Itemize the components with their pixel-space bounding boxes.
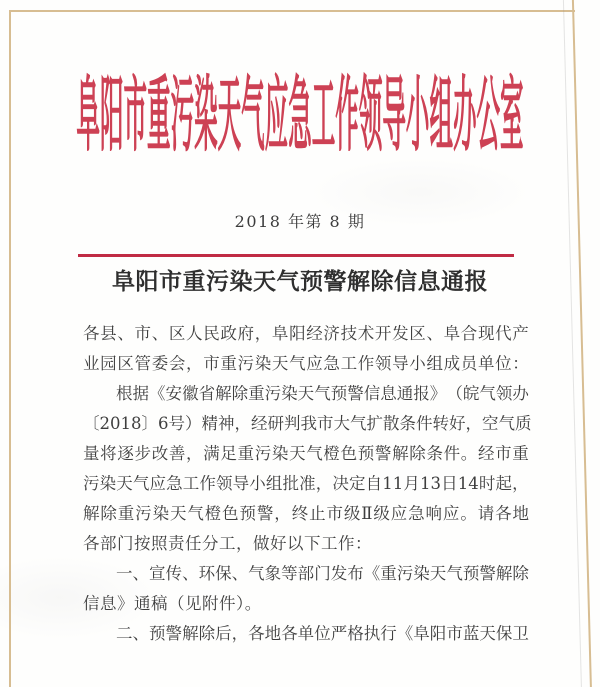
body-line: 污 染 天 气 应 急 工 作 领 导 小 组 批 准 ， 决 定 自 11 月 13 日 14 时 起 ， [83, 474, 529, 493]
body-line: 一 、 宣 传 、 环 保 、 气 象 等 部 门 发 布 《 重 污 染 天 气 预 警 解 除 [116, 564, 529, 583]
issue-number: 2018 年第 8 期 [234, 212, 366, 231]
body-line: 业 园 区 管 委 会 ， 市 重 污 染 天 气 应 急 工 作 领 导 小 组 成 员 单 位 ： [83, 354, 529, 373]
document-title: 阜阳市重污染天气预警解除信息通报 [112, 268, 488, 295]
masthead [0, 67, 600, 163]
body-line: 各部门按照责任分工，做好以下工作： [83, 534, 372, 553]
page-border-top [9, 10, 575, 12]
masthead-title: 阜阳市重污染天气应急工作领导小组办公室 [76, 67, 524, 163]
body-line: 信息》通稿（见附件）。 [83, 594, 262, 613]
body-line: 二 、 预 警 解 除 后 ， 各 地 各 单 位 严 格 执 行 《 阜 阳 市 蓝 天 保 卫 [116, 624, 529, 643]
body-line: 根 据 《 安 徽 省 解 除 重 污 染 天 气 预 警 信 息 通 报 》 （ 皖 气 领 办 [116, 384, 529, 403]
body-line: 解 除 重 污 染 天 气 橙 色 预 警 ， 终 止 市 级 Ⅱ 级 应 急 响 应 。 请 各 地 [83, 504, 529, 523]
red-divider-line [78, 254, 514, 257]
document-body [83, 319, 532, 649]
body-line: 各 县 、 市 、 区 人 民 政 府 ， 阜 阳 经 济 技 术 开 发 区 、 阜 合 现 代 产 [83, 324, 529, 343]
body-line: 〔 2018 〕 6 号 ） 精 神 ， 经 研 判 我 市 大 气 扩 散 条 件 转 好 ， 空 气 质 [83, 414, 532, 433]
body-line: 量 将 逐 步 改 善 ， 满 足 重 污 染 天 气 橙 色 预 警 解 除 条 件 。 经 市 重 [83, 444, 529, 463]
